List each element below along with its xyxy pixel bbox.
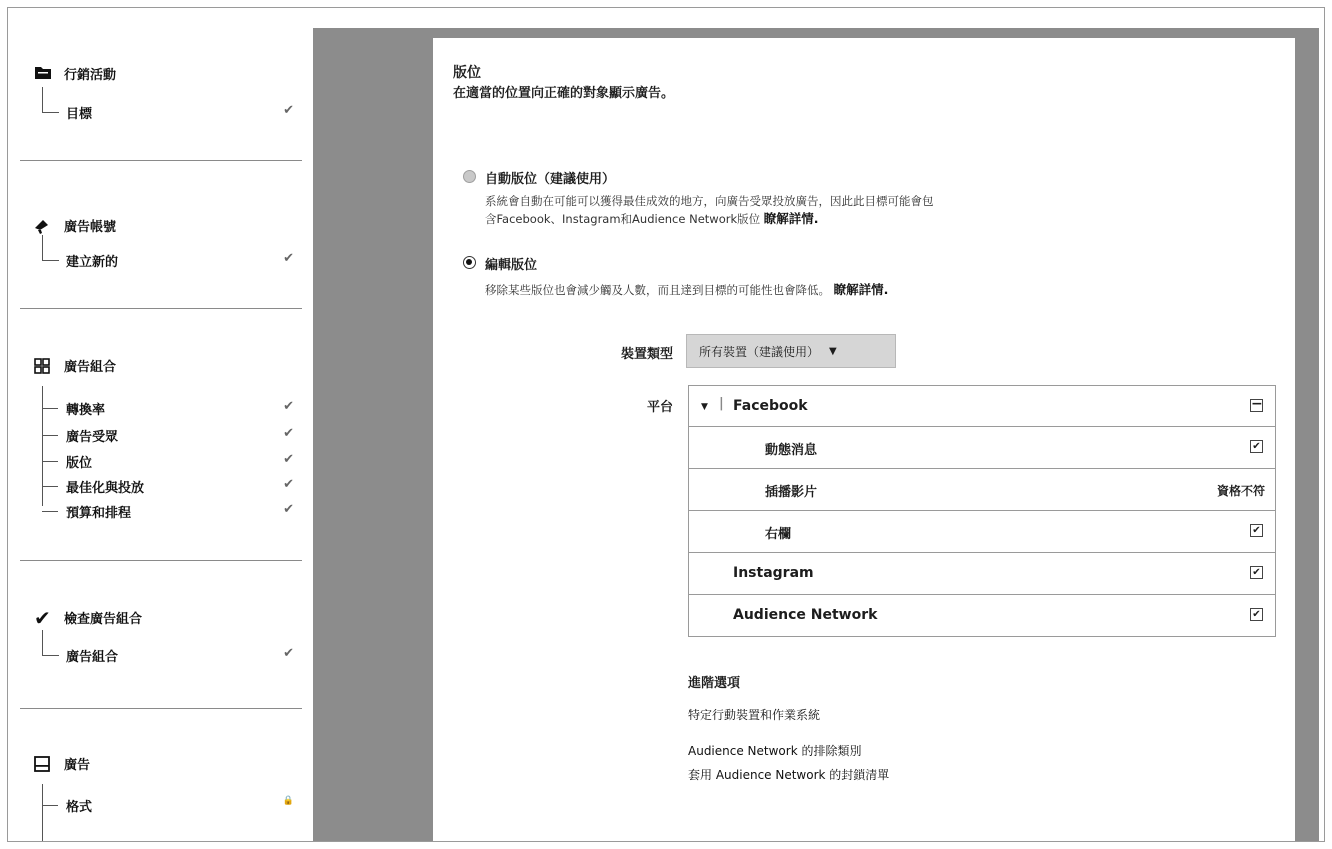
caret-down-icon: ▼ — [829, 345, 837, 357]
checkbox[interactable]: ✔ — [1250, 440, 1263, 453]
folder-icon — [34, 66, 52, 82]
auto-placement-radio[interactable] — [463, 170, 476, 183]
platform-name: Instagram — [733, 565, 814, 581]
sidebar-item-budget[interactable] — [42, 500, 294, 522]
placement-name: 右欄 — [765, 527, 792, 542]
sidebar-section-account[interactable] — [34, 216, 116, 235]
platform-row-audience-network[interactable] — [688, 595, 1276, 637]
ineligible-status: 資格不符 — [1216, 484, 1265, 498]
sidebar-item-conversion[interactable] — [42, 397, 294, 419]
sidebar-item-label: 預算和排程 — [66, 506, 132, 521]
check-icon: ✔ — [283, 399, 294, 414]
lock-icon: 🔒 — [282, 796, 294, 806]
collapse-caret-icon[interactable]: ▼ — [701, 402, 708, 412]
sidebar-item-placement[interactable] — [42, 450, 294, 472]
sidebar-item-format[interactable] — [42, 794, 294, 816]
audience-network-exclusions-link[interactable]: Audience Network 的排除類別 — [688, 744, 862, 758]
sidebar-item-label: 版位 — [66, 456, 93, 471]
checkbox[interactable]: ✔ — [1250, 608, 1263, 621]
sidebar-item-audience[interactable] — [42, 424, 294, 446]
check-icon: ✔ — [283, 502, 294, 517]
checkmark-icon: ✔ — [34, 605, 51, 630]
megaphone-icon — [34, 218, 52, 234]
divider — [20, 160, 302, 161]
check-icon: ✔ — [283, 103, 294, 118]
sidebar-section-review[interactable] — [34, 605, 143, 630]
checkbox[interactable]: ✔ — [1250, 524, 1263, 537]
page-subtitle: 在適當的位置向正確的對象顯示廣告。 — [453, 86, 675, 101]
audience-network-blocklist-link[interactable]: 套用 Audience Network 的封鎖清單 — [688, 768, 890, 782]
mobile-devices-os-link[interactable]: 特定行動裝置和作業系統 — [688, 708, 821, 722]
learn-more-link[interactable]: 瞭解詳情. — [833, 282, 889, 297]
app-frame — [7, 7, 1325, 842]
auto-placement-label[interactable]: 自動版位（建議使用） — [485, 172, 616, 187]
check-icon: ✔ — [283, 426, 294, 441]
placement-name: 插播影片 — [765, 485, 818, 500]
check-icon: ✔ — [283, 477, 294, 492]
sidebar-section-title: 行銷活動 — [64, 68, 117, 83]
edit-placement-label[interactable]: 編輯版位 — [485, 258, 538, 273]
sidebar-section-title: 廣告組合 — [64, 360, 117, 375]
check-icon: ✔ — [283, 452, 294, 467]
platform-label: 平台 — [646, 400, 673, 415]
sidebar-item-label: 目標 — [66, 107, 93, 122]
placement-row-instream-video[interactable] — [688, 469, 1276, 511]
sidebar-item-label: 轉換率 — [66, 403, 106, 418]
placement-row-feed[interactable] — [688, 427, 1276, 469]
sidebar-section-title: 檢查廣告組合 — [64, 612, 143, 627]
device-type-value: 所有裝置（建議使用） — [699, 344, 820, 359]
check-icon: ✔ — [283, 646, 294, 661]
sidebar-item-create-new[interactable] — [42, 249, 294, 271]
sidebar — [8, 8, 313, 841]
device-type-label: 裝置類型 — [620, 347, 673, 362]
sidebar-section-adset[interactable] — [34, 356, 116, 375]
platform-name: Audience Network — [733, 607, 878, 623]
platform-table — [688, 385, 1276, 637]
platform-name: Facebook — [733, 398, 808, 414]
placement-name: 動態消息 — [765, 443, 818, 458]
placement-row-right-column[interactable] — [688, 511, 1276, 553]
page-title: 版位 — [453, 65, 481, 81]
sidebar-item-label: 建立新的 — [66, 255, 119, 270]
ad-box-icon — [34, 756, 52, 772]
sidebar-item-objective[interactable] — [42, 101, 294, 123]
sidebar-item-review-adset[interactable] — [42, 644, 294, 666]
sidebar-section-campaign[interactable] — [34, 64, 116, 83]
platform-row-instagram[interactable] — [688, 553, 1276, 595]
sidebar-item-optimization[interactable] — [42, 475, 294, 497]
divider — [20, 308, 302, 309]
content-background — [313, 28, 433, 842]
sidebar-section-title: 廣告帳號 — [64, 220, 117, 235]
sidebar-item-label: 廣告受眾 — [66, 430, 119, 445]
checkbox[interactable]: ✔ — [1250, 566, 1263, 579]
divider — [20, 708, 302, 709]
sidebar-item-label: 廣告組合 — [66, 650, 119, 665]
grid-icon — [34, 358, 52, 374]
edit-placement-radio[interactable] — [463, 256, 476, 269]
divider — [20, 560, 302, 561]
partial-checkbox[interactable]: − — [1251, 396, 1263, 412]
edit-placement-description: 移除某些版位也會減少觸及人數，而且達到目標的可能性也會降低。 瞭解詳情. — [485, 282, 889, 297]
sidebar-section-ad[interactable] — [34, 754, 90, 773]
sidebar-item-label: 格式 — [66, 800, 93, 815]
placement-panel — [433, 38, 1295, 842]
check-icon: ✔ — [283, 251, 294, 266]
advanced-options-title: 進階選項 — [688, 676, 741, 691]
sidebar-section-title: 廣告 — [64, 758, 91, 773]
auto-placement-description: 系統會自動在可能可以獲得最佳成效的地方，向廣告受眾投放廣告，因此此目標可能會包 含Facebook、Instagram和Audience Network版位 瞭解詳情. — [485, 194, 934, 226]
device-type-dropdown[interactable] — [686, 334, 896, 368]
sidebar-item-label: 最佳化與投放 — [66, 481, 145, 496]
platform-row-facebook[interactable]: ▼ | Facebook − — [688, 385, 1276, 427]
learn-more-link[interactable]: 瞭解詳情. — [763, 211, 819, 226]
